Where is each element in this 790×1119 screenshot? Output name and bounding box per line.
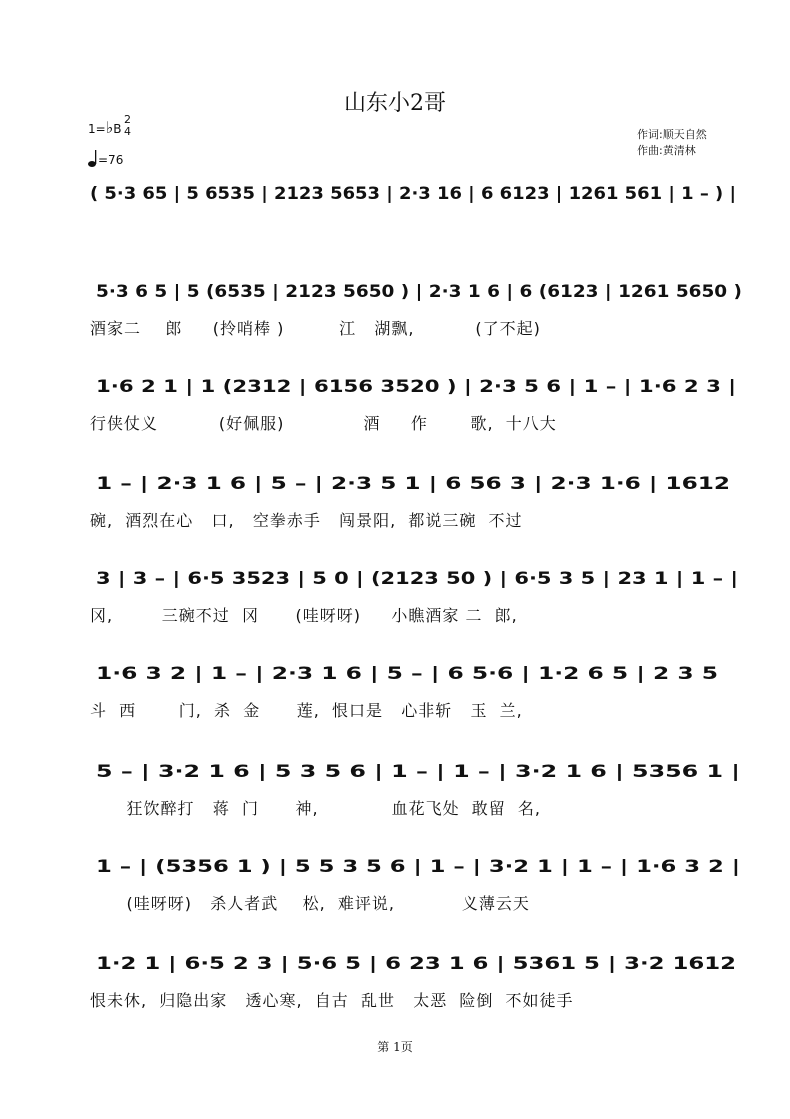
notation-line — [0, 462, 790, 502]
notes-text: 1·2 1 | 6·5 2 3 | 5·6 5 | 6 23 1 6 | 5361 5 | 3·2 1612 — [96, 954, 736, 974]
lyrics-line: (哇呀呀) 杀人者武 松, 难评说, 义薄云天 — [90, 894, 530, 913]
notation-line — [0, 172, 790, 212]
key-note: B — [113, 122, 122, 136]
notation-line — [0, 365, 790, 405]
notation-line — [0, 652, 790, 692]
lyrics-line: 酒家二 郎 (拎哨棒 ) 江 湖飘, (了不起) — [90, 319, 541, 338]
time-bottom: 4 — [124, 125, 131, 138]
notation-line — [0, 845, 790, 885]
key-prefix: 1= — [88, 122, 106, 136]
composer: 作曲:黄清林 — [637, 144, 696, 157]
notation-line — [0, 942, 790, 982]
notes-text: 5·3 6 5 | 5 (6535 | 2123 5650 ) | 2·3 1 6 | 6 (6123 | 1261 5650 ) — [96, 282, 742, 302]
lyrics-line: 斗 西 门, 杀 金 莲, 恨口是 心非斩 玉 兰, — [90, 701, 523, 720]
flat-sign: ♭ — [105, 118, 114, 137]
lyricist: 作词:顺天自然 — [637, 128, 707, 141]
notes-text: 1 – | 2·3 1 6 | 5 – | 2·3 5 1 | 6 56 3 | 2·3 1·6 | 1612 — [96, 474, 730, 494]
page-number: 第 1页 — [377, 1040, 413, 1054]
lyrics-line: 恨未休, 归隐出家 透心寒, 自古 乱世 太恶 险倒 不如徒手 — [90, 991, 574, 1010]
key-signature — [88, 113, 131, 138]
notes-text: 1·6 3 2 | 1 – | 2·3 1 6 | 5 – | 6 5·6 | 1·2 6 5 | 2 3 5 — [96, 664, 718, 684]
lyrics-line: 狂饮醉打 蒋 门 神, 血花飞处 敢留 名, — [90, 799, 542, 818]
notation-line — [0, 557, 790, 597]
notes-text: 1·6 2 1 | 1 (2312 | 6156 3520 ) | 2·3 5 6 | 1 – | 1·6 2 3 | — [96, 377, 736, 397]
song-title: 山东小2哥 — [344, 91, 446, 116]
tempo-value: =76 — [98, 153, 124, 167]
time-signature — [124, 114, 131, 138]
notation-line — [0, 270, 790, 310]
tempo-marking — [88, 150, 123, 168]
quarter-note-icon — [88, 150, 98, 168]
notes-text: 5 – | 3·2 1 6 | 5 3 5 6 | 1 – | 1 – | 3·2 1 6 | 5356 1 | — [96, 762, 740, 782]
lyrics-line: 冈, 三碗不过 冈 (哇呀呀) 小瞧酒家 二 郎, — [90, 606, 518, 625]
notation-line — [0, 750, 790, 790]
lyrics-line: 行侠仗义 (好佩服) 酒 作 歌, 十八大 — [90, 414, 557, 433]
notes-text: 3 | 3 – | 6·5 3523 | 5 0 | (2123 50 ) | 6·5 3 5 | 23 1 | 1 – | — [96, 569, 738, 589]
notes-text: 1 – | (5356 1 ) | 5 5 3 5 6 | 1 – | 3·2 1 | 1 – | 1·6 3 2 | — [96, 857, 740, 877]
credits — [637, 127, 707, 159]
notes-text: ( 5·3 65 | 5 6535 | 2123 5653 | 2·3 16 | 6 6123 | 1261 561 | 1 – ) | — [90, 184, 736, 204]
lyrics-line: 碗, 酒烈在心 口, 空拳赤手 闯景阳, 都说三碗 不过 — [90, 511, 523, 530]
time-top: 2 — [124, 113, 131, 126]
